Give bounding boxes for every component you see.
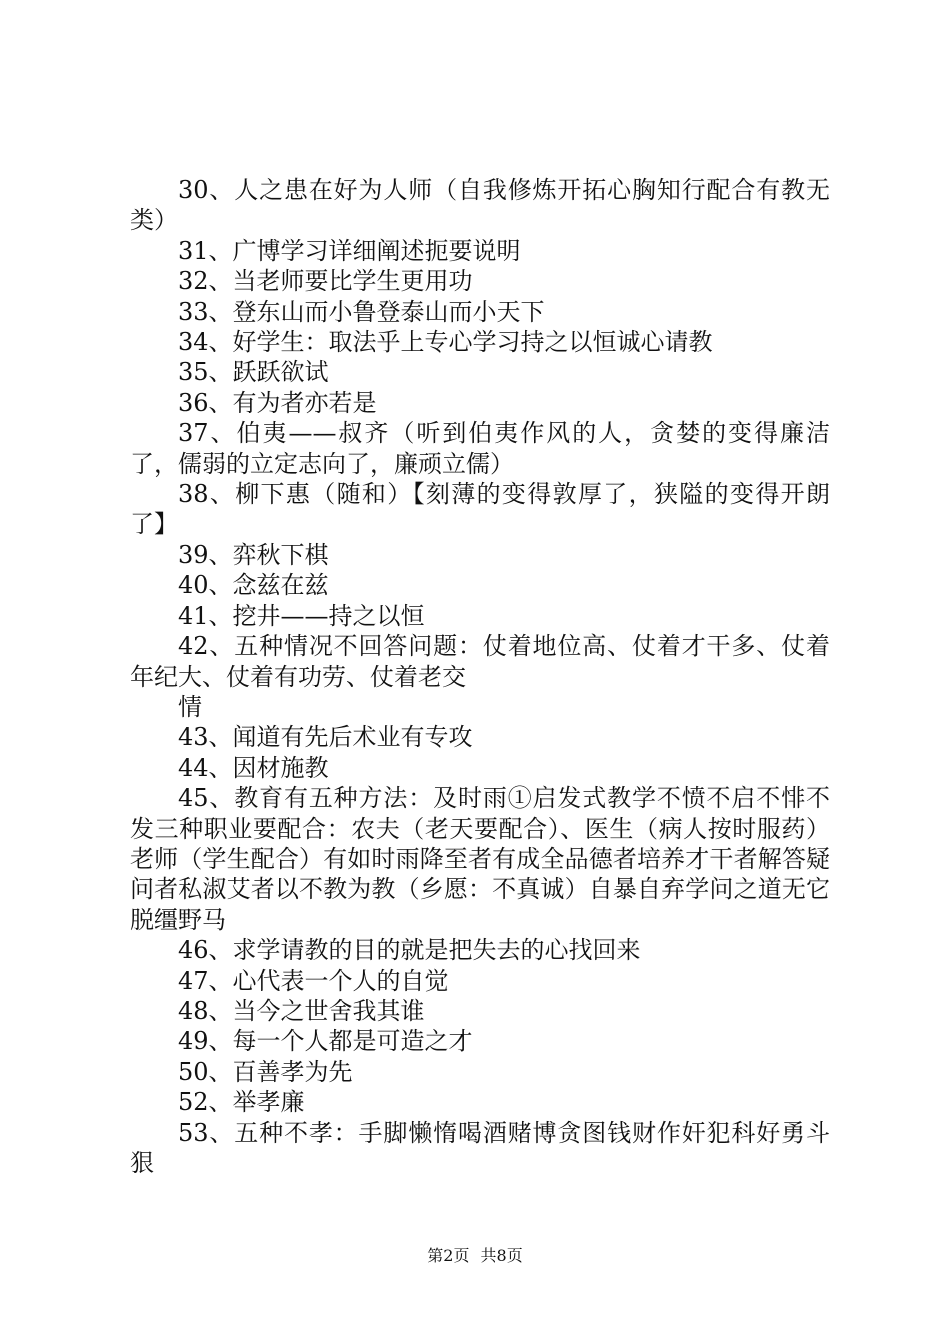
- paragraph-41: 41、挖井——持之以恒: [178, 601, 425, 630]
- paragraph-52: 52、举孝廉: [178, 1088, 305, 1117]
- paragraph-43: 43、闻道有先后术业有专攻: [178, 723, 473, 752]
- paragraph-45: 45、教育有五种方法：及时雨①启发式教学不愤不启不悱不发三种职业要配合：农夫（老天要配合）、医生（病人按时服药）老师（学生配合）有如时雨降至者有成全品德者培养才干者解答疑问者私淑艾者以不教为教（乡愿：不真诚）自暴自弃学问之道无它脱缰野马: [130, 784, 830, 934]
- paragraph-30: 30、人之患在好为人师（自我修炼开拓心胸知行配合有教无类）: [130, 176, 830, 235]
- document-body: [130, 175, 830, 1178]
- paragraph-37: 37、伯夷——叔齐（听到伯夷作风的人，贪婪的变得廉洁了，儒弱的立定志向了，廉顽立儒）: [130, 419, 830, 478]
- paragraph-49: 49、每一个人都是可造之才: [178, 1027, 473, 1056]
- page-number: 第2页: [427, 1246, 470, 1265]
- paragraph-35: 35、跃跃欲试: [178, 358, 329, 387]
- paragraph-42-continuation: 情: [178, 692, 202, 721]
- paragraph-39: 39、弈秋下棋: [178, 540, 329, 569]
- paragraph-53: 53、五种不孝：手脚懒惰喝酒赌博贪图钱财作奸犯科好勇斗狠: [130, 1118, 830, 1177]
- paragraph-50: 50、百善孝为先: [178, 1057, 353, 1086]
- paragraph-40: 40、念兹在兹: [178, 571, 329, 600]
- paragraph-47: 47、心代表一个人的自觉: [178, 966, 449, 995]
- paragraph-33: 33、登东山而小鲁登泰山而小天下: [178, 297, 545, 326]
- paragraph-38: 38、柳下惠（随和）【刻薄的变得敦厚了，狭隘的变得开朗了】: [130, 480, 830, 539]
- paragraph-44: 44、因材施教: [178, 753, 329, 782]
- paragraph-48: 48、当今之世舍我其谁: [178, 996, 425, 1025]
- paragraph-46: 46、求学请教的目的就是把失去的心找回来: [178, 936, 641, 965]
- paragraph-36: 36、有为者亦若是: [178, 388, 377, 417]
- paragraph-34: 34、好学生：取法乎上专心学习持之以恒诚心请教: [178, 328, 713, 357]
- page-total: 共8页: [480, 1246, 523, 1265]
- page-footer: [0, 1243, 950, 1266]
- paragraph-42: 42、五种情况不回答问题：仗着地位高、仗着才干多、仗着年纪大、仗着有功劳、仗着老交: [130, 632, 830, 691]
- paragraph-31: 31、广博学习详细阐述扼要说明: [178, 236, 521, 265]
- paragraph-32: 32、当老师要比学生更用功: [178, 267, 473, 296]
